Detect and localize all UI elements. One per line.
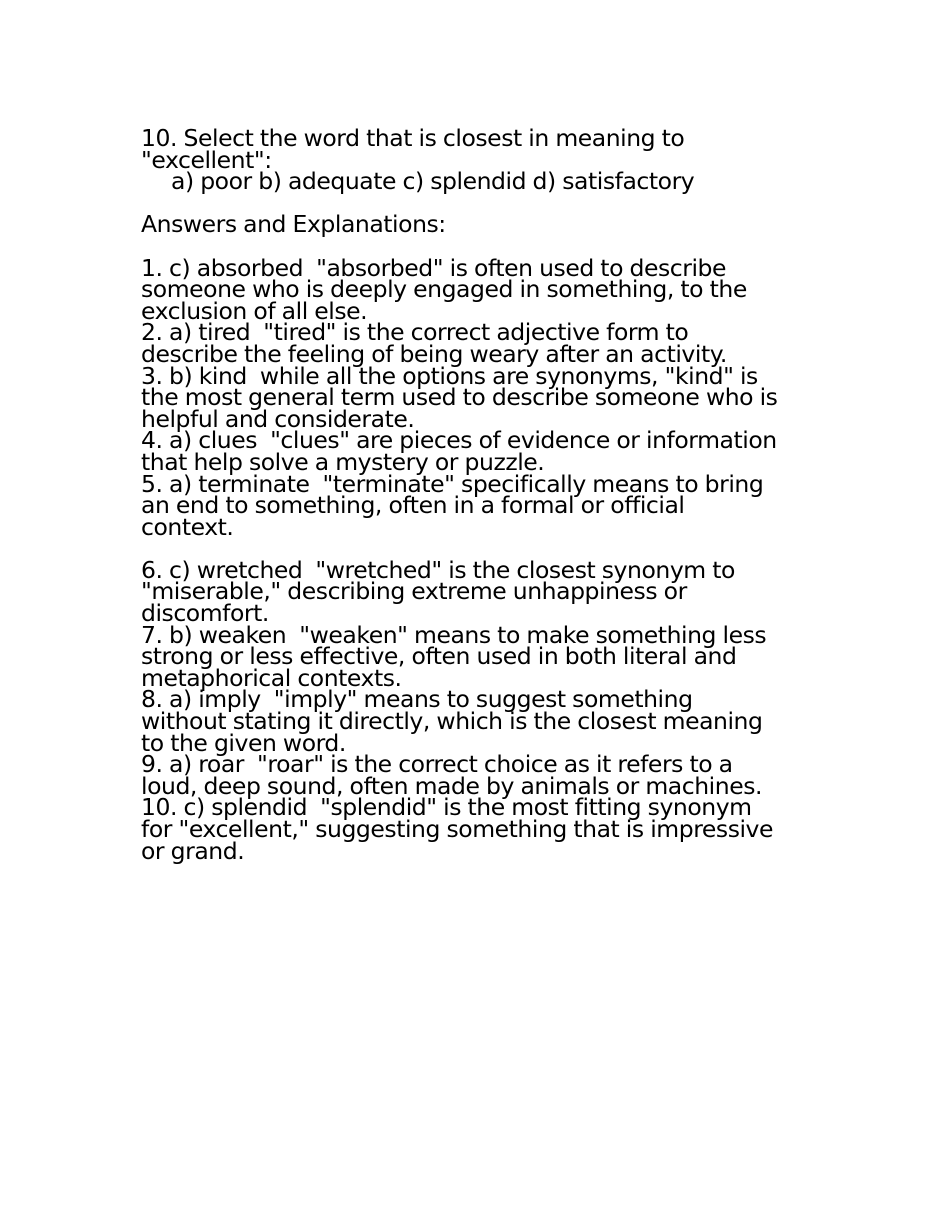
- answer-line: "miserable," describing extreme unhappiness or: [141, 577, 687, 606]
- answer-line: 1. c) absorbed "absorbed" is often used to describe: [141, 253, 727, 282]
- answer-line: discomfort.: [141, 599, 269, 628]
- answer-line: for "excellent," suggesting something that is impressive: [141, 815, 774, 843]
- answer-line: someone who is deeply engaged in something, to the: [141, 275, 747, 304]
- answer-line: 7. b) weaken "weaken" means to make something less: [141, 620, 767, 649]
- answer-line: 10. c) splendid "splendid" is the most fitting synonym: [141, 793, 752, 822]
- answer-line: the most general term used to describe someone who is: [141, 383, 778, 412]
- answer-line: metaphorical contexts.: [141, 663, 402, 692]
- question-options: a) poor b) adequate c) splendid d) satisfactory: [171, 167, 695, 196]
- answer-line: 8. a) imply "imply" means to suggest something: [141, 685, 693, 714]
- answer-line: exclusion of all else.: [141, 296, 368, 325]
- answer-line: loud, deep sound, often made by animals or machines.: [141, 771, 763, 800]
- answer-line: 3. b) kind while all the options are synonyms, "kind" is: [141, 361, 758, 390]
- question-10: [141, 124, 821, 196]
- answer-line: 4. a) clues "clues" are pieces of evidence or information: [141, 426, 777, 455]
- question-line: 10. Select the word that is closest in meaning to: [141, 124, 685, 152]
- answer-line: without stating it directly, which is the closest meaning: [141, 707, 763, 736]
- answer-line: to the given word.: [141, 728, 346, 757]
- answer-line: or grand.: [141, 836, 245, 865]
- question-line: "excellent":: [141, 145, 272, 174]
- answer-line: 2. a) tired "tired" is the correct adjective form to: [141, 318, 689, 347]
- answer-line: 9. a) roar "roar" is the correct choice as it refers to a: [141, 750, 733, 779]
- answer-line: context.: [141, 512, 234, 541]
- answer-line: strong or less effective, often used in both literal and: [141, 642, 737, 671]
- answers-block-2: [141, 555, 821, 865]
- answer-line: describe the feeling of being weary after an activity.: [141, 339, 727, 368]
- answer-line: that help solve a mystery or puzzle.: [141, 447, 545, 476]
- document-page: [141, 124, 821, 865]
- answer-line: an end to something, often in a formal or official: [141, 491, 685, 520]
- answer-line: 5. a) terminate "terminate" specifically means to bring: [141, 469, 764, 498]
- answer-line: 6. c) wretched "wretched" is the closest synonym to: [141, 555, 735, 584]
- answers-heading: Answers and Explanations:: [141, 210, 446, 239]
- answer-line: helpful and considerate.: [141, 404, 415, 433]
- answers-block-1: [141, 253, 821, 541]
